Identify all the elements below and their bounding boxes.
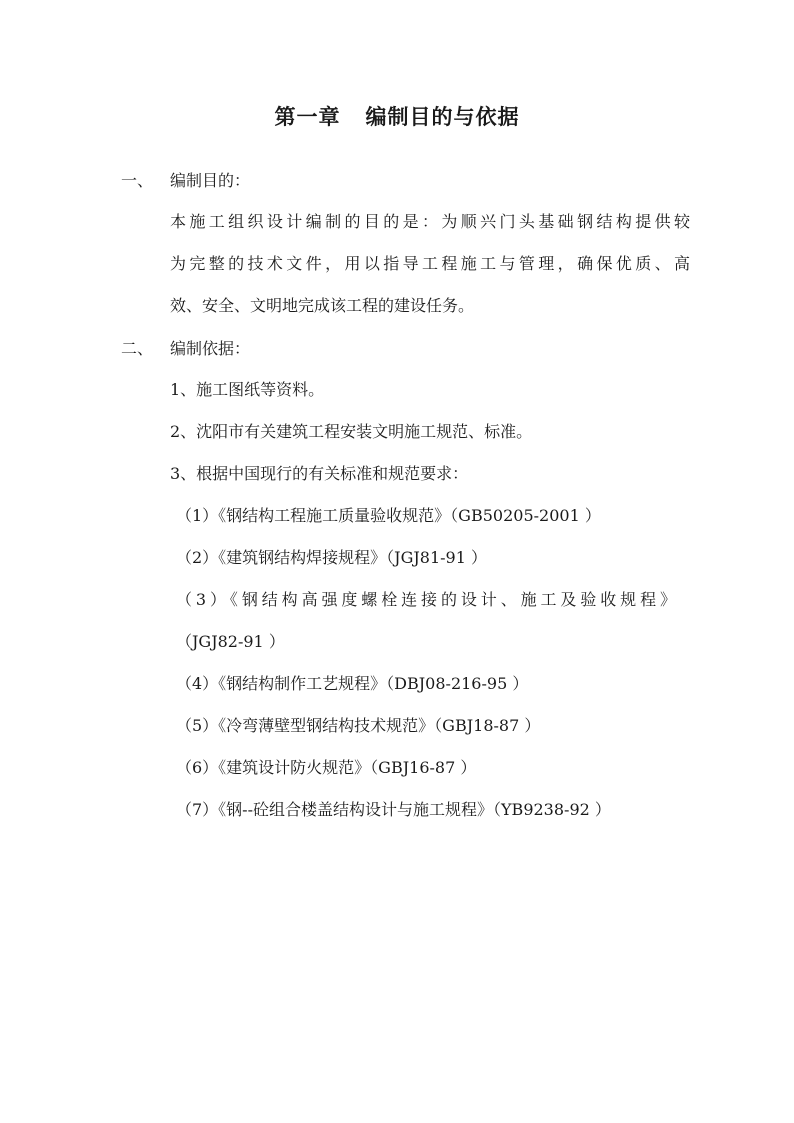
basis-item-1: 1、施工图纸等资料。 — [170, 380, 325, 399]
reference-7: （7）《钢--砼组合楼盖结构设计与施工规程》（YB9238-92 ） — [176, 800, 611, 819]
basis-item-3: 3、根据中国现行的有关标准和规范要求： — [170, 464, 469, 483]
section1-heading: 编制目的： — [170, 171, 251, 190]
reference-5: （5）《冷弯薄壁型钢结构技术规范》（GBJ18-87 ） — [176, 716, 541, 735]
reference-3: （3）《钢结构高强度螺栓连接的设计、施工及验收规程》 — [176, 590, 676, 609]
section2-heading: 编制依据： — [170, 339, 251, 358]
section1-marker: 一、 — [121, 171, 154, 190]
reference-1: （1）《钢结构工程施工质量验收规范》（GB50205-2001 ） — [176, 506, 601, 525]
chapter-title: 第一章 编制目的与依据 — [274, 104, 520, 129]
reference-6: （6）《建筑设计防火规范》（GBJ16-87 ） — [176, 758, 477, 777]
section1-paragraph-line-1: 本施工组织设计编制的目的是：为顺兴门头基础钢结构提供较 — [170, 212, 690, 231]
section1-paragraph-line-3: 效、安全、文明地完成该工程的建设任务。 — [170, 296, 475, 315]
basis-item-2: 2、沈阳市有关建筑工程安装文明施工规范、标准。 — [170, 422, 533, 441]
reference-2: （2）《建筑钢结构焊接规程》（JGJ81-91 ） — [176, 548, 488, 567]
section2-marker: 二、 — [121, 339, 154, 358]
section1-paragraph-line-2: 为完整的技术文件，用以指导工程施工与管理，确保优质、高 — [170, 254, 690, 273]
reference-3-code: （JGJ82-91 ） — [176, 632, 285, 651]
reference-4: （4）《钢结构制作工艺规程》（DBJ08-216-95 ） — [176, 674, 529, 693]
